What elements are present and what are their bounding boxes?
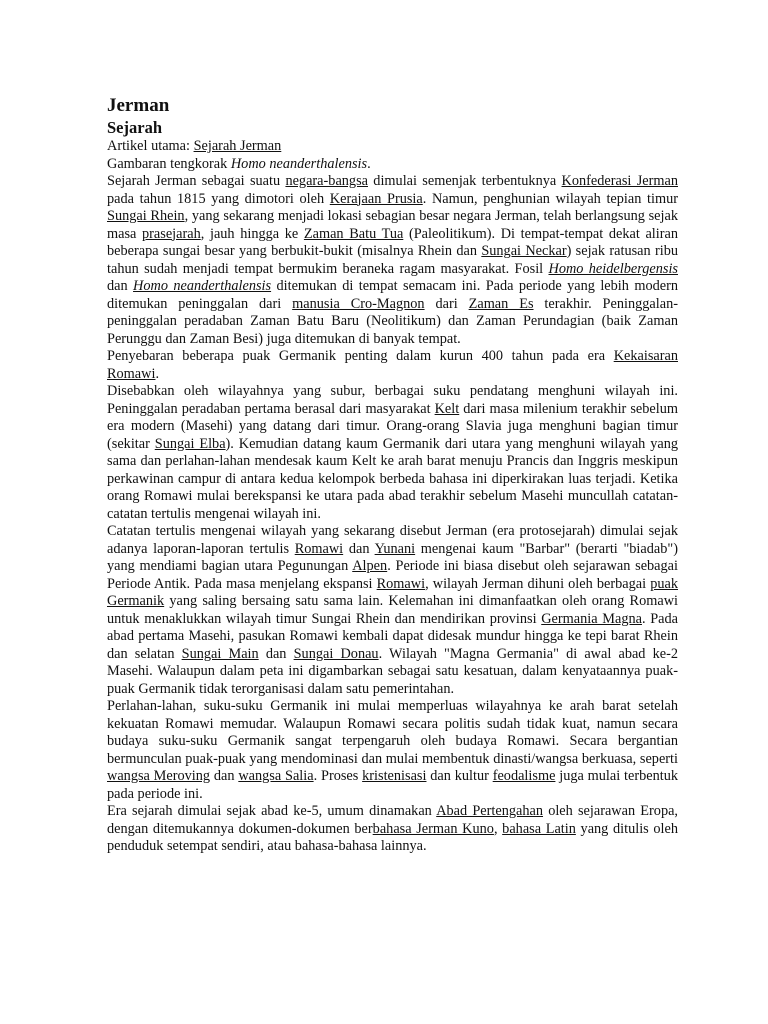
inline-link[interactable]: prasejarah [142, 225, 201, 242]
paragraph-text: . Pada abad pertama Masehi, pasukan Romawi kembali dapat didesak mundur hingga ke tepi barat Rhein dan selatan [107, 610, 678, 662]
paragraph-text: Disebabkan oleh wilayahnya yang subur, berbagai suku pendatang menghuni wilayah ini. Peninggalan peradaban pertama berasal dari masyarakat [107, 383, 678, 417]
image-caption [107, 156, 678, 174]
inline-link[interactable]: bahasa Latin [502, 820, 576, 837]
paragraph-1 [107, 173, 678, 348]
paragraph-text: (Paleolitikum). Di tempat-tempat dekat aliran beberapa sungai besar yang berbukit-bukit (misalnya Rhein dan [107, 225, 678, 259]
inline-link[interactable]: wangsa Salia [238, 768, 314, 784]
paragraph-text: Perlahan-lahan, suku-suku Germanik ini mulai memperluas wilayahnya ke arah barat setelah kekuatan Romawi memudar. Walaupun Romawi secara politis sudah tidak kuat, namun secara budaya suku-suku Germanik sangat terpengaruh oleh budaya Romawi. Secara bergantian bermunculan puak-puak yang mendominasi dan mulai membentuk dinasti/wangsa berkuasa, seperti [107, 698, 678, 767]
paragraph-3 [107, 383, 678, 523]
inline-link[interactable]: Zaman Es [468, 295, 534, 312]
paragraph-text: dan [258, 645, 294, 662]
section-heading: Sejarah [107, 118, 162, 137]
inline-link[interactable]: manusia Cro-Magnon [292, 295, 425, 312]
paragraph-text: dan [107, 278, 134, 294]
paragraph-5 [107, 698, 678, 803]
paragraph-text: , wilayah Jerman dihuni oleh berbagai [425, 575, 651, 592]
inline-link[interactable]: Sungai Neckar [481, 243, 567, 259]
inline-link[interactable]: Sungai Elba [154, 435, 226, 452]
caption-prefix: Gambaran tengkorak [107, 155, 231, 172]
inline-link[interactable]: Kelt [434, 400, 460, 417]
inline-link[interactable]: kristenisasi [362, 768, 427, 784]
paragraph-text: dimulai semenjak terbentuknya [368, 173, 562, 189]
paragraph-text: dan [210, 768, 239, 784]
paragraph-text: pada tahun 1815 yang dimotori oleh [107, 190, 330, 207]
inline-link[interactable]: Konfederasi Jerman [561, 173, 678, 189]
paragraph-text: dari [424, 295, 469, 312]
page-title: Jerman [107, 95, 170, 116]
paragraph-text: ditemukan di tempat semacam ini. Pada periode yang lebih modern ditemukan peninggalan dari [107, 278, 678, 312]
inline-link[interactable]: Romawi [294, 540, 344, 557]
paragraph-text: , jauh hingga ke [200, 225, 304, 242]
document-page [107, 95, 678, 856]
paragraph-2 [107, 348, 678, 383]
paragraph-text: . Wilayah "Magna Germania" di awal abad ke-2 Masehi. Walaupun dalam peta ini digambarkan sebagai satu kesatuan, dalam kenyataannya puak-puak Germanik tidak terorganisasi dalam satu pemerintahan. [107, 645, 679, 697]
paragraph-4 [107, 523, 678, 698]
inline-link[interactable]: Sungai Donau [293, 645, 379, 662]
paragraph-text: terakhir. Peninggalan-peninggalan peradaban Zaman Batu Baru (Neolitikum) dan Zaman Perundagian (baik Zaman Perunggu dan Zaman Besi) juga ditemukan di banyak tempat. [107, 295, 678, 347]
inline-link[interactable]: Kerajaan Prusia [329, 190, 423, 207]
inline-link[interactable]: Yunani [374, 540, 416, 557]
main-article-link[interactable]: Sejarah Jerman [193, 138, 282, 154]
inline-link[interactable]: Homo heidelbergensis [548, 260, 678, 277]
paragraph-text: , [493, 820, 503, 837]
paragraph-text: . Proses [313, 768, 363, 784]
paragraph-text: dari masa milenium terakhir sebelum era modern (Masehi) yang datang dari timur. Orang-orang Slavia juga menghuni bagian timur (sekitar [107, 400, 678, 452]
paragraph-text: . Periode ini biasa disebut oleh sejarawan sebagai Periode Antik. Pada masa menjelang ekspansi [107, 558, 678, 592]
paragraph-text: dan [343, 540, 375, 557]
caption-species: Homo neanderthalensis [230, 155, 368, 172]
inline-link[interactable]: Kekaisaran Romawi [107, 348, 678, 382]
inline-link[interactable]: Homo neanderthalensis [133, 278, 272, 294]
paragraph-text: , yang sekarang menjadi lokasi sebagian besar negara Jerman, telah berlangsung sejak masa [107, 208, 678, 242]
inline-link[interactable]: Romawi [376, 575, 426, 592]
paragraph-text: mengenai kaum "Barbar" (berarti "biadab") yang mendiami bagian utara Pegunungan [107, 540, 678, 574]
main-article-note [107, 138, 678, 156]
paragraph-text: . Namun, penghunian wilayah tepian timur [422, 190, 678, 207]
paragraph-text: Catatan tertulis mengenai wilayah yang sekarang disebut Jerman (era protosejarah) dimulai sejak adanya laporan-laporan tertulis [107, 523, 678, 557]
paragraph-text: oleh sejarawan Eropa, dengan ditemukannya dokumen-dokumen ber [107, 803, 679, 837]
inline-link[interactable]: negara-bangsa [285, 173, 368, 189]
inline-link[interactable]: Abad Pertengahan [436, 803, 544, 819]
paragraph-text: Era sejarah dimulai sejak abad ke-5, umum dinamakan [107, 803, 437, 819]
inline-link[interactable]: bahasa Jerman Kuno [372, 820, 494, 837]
paragraph-text: ). Kemudian datang kaum Germanik dari utara yang menghuni wilayah yang sama dan perlahan-lahan mendesak kaum Kelt ke arah barat menuju Prancis dan Inggris meskipun perkawinan campur di antara kedua kelompok berbeda bahasa ini diperkirakan luas terjadi. Ketika orang Romawi mulai berekspansi ke utara pada abad terakhir sebelum Masehi muncullah catatan-catatan tertulis mengenai wilayah ini. [107, 435, 678, 522]
paragraph-text: Sejarah Jerman sebagai suatu [107, 173, 286, 189]
inline-link[interactable]: Germania Magna [541, 610, 642, 627]
inline-link[interactable]: Sungai Rhein [107, 208, 185, 224]
paragraph-6 [107, 803, 678, 856]
paragraph-text: . [155, 365, 160, 382]
inline-link[interactable]: feodalisme [492, 768, 556, 784]
inline-link[interactable]: puak Germanik [107, 575, 679, 609]
paragraph-text: dan kultur [426, 768, 493, 784]
paragraph-text: juga mulai terbentuk pada periode ini. [107, 768, 678, 802]
inline-link[interactable]: Alpen [352, 558, 388, 574]
inline-link[interactable]: Zaman Batu Tua [303, 225, 404, 242]
paragraph-text: yang saling bersaing satu sama lain. Kelemahan ini dimanfaatkan oleh orang Romawi untuk menaklukkan wilayah timur Sungai Rhein dan mendirikan provinsi [107, 593, 678, 627]
caption-suffix: . [367, 155, 371, 172]
paragraph-text: ) sejak ratusan ribu tahun sudah menjadi tempat bermukim beraneka ragam masyarakat. Fosil [107, 243, 678, 277]
inline-link[interactable]: Sungai Main [181, 645, 259, 662]
inline-link[interactable]: wangsa Meroving [107, 768, 211, 784]
paragraph-text: Penyebaran beberapa puak Germanik penting dalam kurun 400 tahun pada era [107, 348, 614, 364]
paragraph-text: yang ditulis oleh penduduk setempat sendiri, atau bahasa-bahasa lainnya. [107, 820, 678, 854]
main-article-prefix: Artikel utama: [107, 138, 194, 154]
article-body [107, 173, 678, 856]
